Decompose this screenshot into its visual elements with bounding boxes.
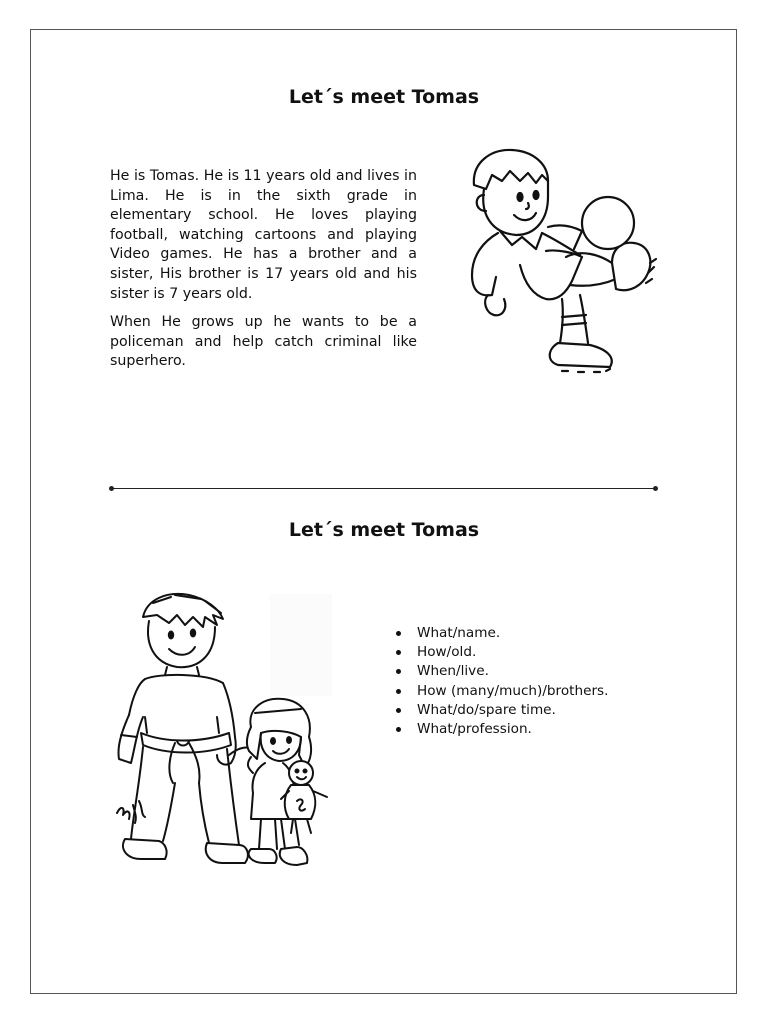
divider-endpoint-right <box>653 486 658 491</box>
question-item: How (many/much)/brothers. <box>395 682 608 701</box>
question-item: How/old. <box>395 643 608 662</box>
section-divider <box>111 488 656 489</box>
question-item: When/live. <box>395 662 608 681</box>
bio-paragraph-2: When He grows up he wants to be a policeman and help catch criminal like superhero. <box>110 314 417 370</box>
divider-endpoint-left <box>109 486 114 491</box>
question-prompts-list <box>395 624 608 739</box>
boy-football-illustration <box>462 145 662 380</box>
bio-paragraph-1: He is Tomas. He is 11 years old and lives in Lima. He is in the sixth grade in elementary school. He loves playing football, watching cartoons and playing Video games. He has a brother and a sister, His brother is 17 years old and his sister is 7 years old. <box>110 168 417 302</box>
question-item: What/do/spare time. <box>395 701 608 720</box>
bio-text <box>110 167 417 381</box>
section-title-bottom: Let´s meet Tomas <box>288 519 480 541</box>
question-item: What/name. <box>395 624 608 643</box>
siblings-illustration <box>105 587 340 872</box>
section-title-top: Let´s meet Tomas <box>288 86 480 108</box>
question-item: What/profession. <box>395 720 608 739</box>
